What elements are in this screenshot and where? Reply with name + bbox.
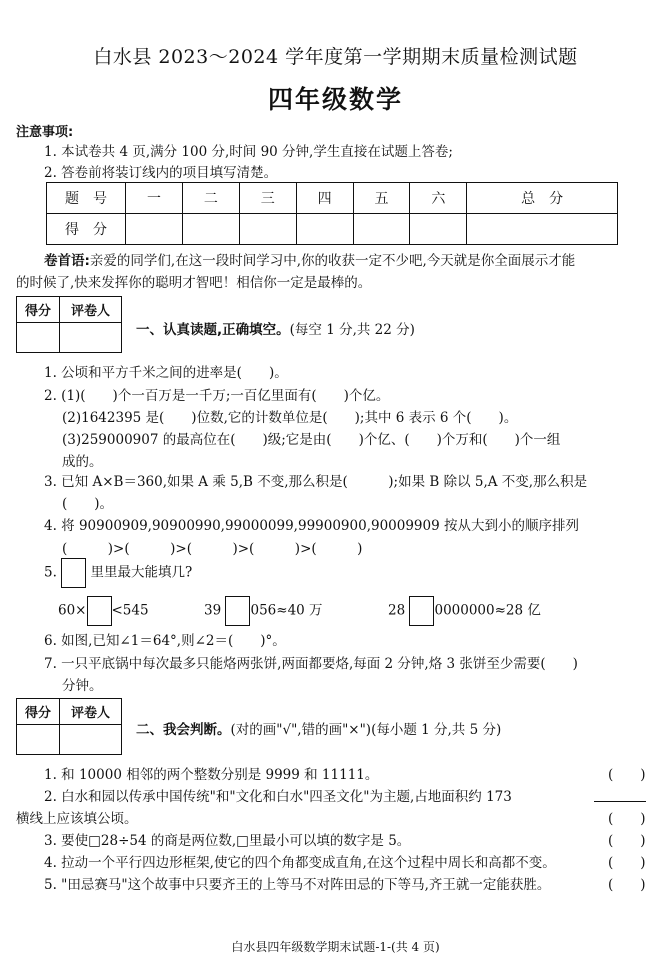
grader-score-cell[interactable] (17, 725, 60, 755)
score-header-cell: 二 (182, 183, 239, 214)
judge-item-3: 3. 要使□28÷54 的商是两位数,□里最小可以填的数字是 5。 (44, 833, 411, 849)
q5a-suffix: <545 (111, 602, 149, 619)
q5a-prefix: 60× (58, 602, 87, 619)
exam-subtitle: 四年级数学 (267, 85, 403, 114)
score-table (46, 182, 618, 245)
fill-blank-line[interactable] (594, 785, 646, 802)
section2-title (136, 718, 501, 738)
score-cell[interactable] (353, 214, 410, 245)
question-4-answer-line: ( )>( )>( )>( )>( ) (62, 541, 363, 557)
score-row-label: 得 分 (47, 214, 126, 245)
judge-item-2-cont: 横线上应该填公顷。 (16, 811, 138, 827)
question-2-2: (2)1642395 是( )位数,它的计数单位是( );其中 6 表示 6 个( )。 (62, 410, 518, 426)
answer-box[interactable] (61, 558, 86, 588)
notice-heading: 注意事项: (16, 125, 74, 140)
score-header-cell: 五 (353, 183, 410, 214)
answer-box[interactable] (87, 596, 112, 626)
grader-score-label: 得分 (17, 699, 60, 725)
score-cell[interactable] (467, 214, 618, 245)
blank-underline[interactable] (594, 785, 646, 802)
grader-box-1 (16, 296, 122, 353)
question-5-text: 里里最大能填几? (90, 564, 193, 581)
question-5a (58, 596, 149, 626)
section1-title (136, 318, 415, 338)
judge-item-5: 5. "田忌赛马"这个故事中只要齐王的上等马不对阵田忌的下等马,齐王就一定能获胜。 (44, 877, 551, 893)
q5b-suffix: 056≈40 万 (250, 602, 323, 619)
answer-box[interactable] (409, 596, 434, 626)
judge-item-2: 2. 白水和园以传承中国传统"和"文化和白水"四圣文化"为主题,占地面积约 173 (44, 789, 512, 805)
grader-name-cell[interactable] (60, 725, 122, 755)
preface-line-2: 的时候了,快来发挥你的聪明才智吧！相信你一定是最棒的。 (16, 275, 372, 291)
score-header-cell: 一 (126, 183, 183, 214)
question-5-number: 5. (44, 564, 57, 581)
question-2-1: 2. (1)( )个一百万是一千万;一百亿里面有( )个亿。 (44, 388, 390, 404)
question-2-3: (3)259000907 的最高位在( )级;它是由( )个亿、( )个万和( )个一组 (62, 432, 561, 448)
grader-name-label: 评卷人 (60, 699, 122, 725)
preface-line-1 (44, 249, 575, 269)
question-5 (44, 558, 192, 588)
grader-score-cell[interactable] (17, 323, 60, 353)
grader-name-cell[interactable] (60, 323, 122, 353)
q5c-prefix: 28 (388, 602, 406, 619)
section1-heading: 一、认真读题,正确填空。 (136, 322, 290, 338)
question-7: 7. 一只平底锅中每次最多只能烙两张饼,两面都要烙,每面 2 分钟,烙 3 张饼至少需要( ) (44, 656, 578, 672)
question-3: 3. 已知 A×B＝360,如果 A 乘 5,B 不变,那么积是( );如果 B 除以 5,A 不变,那么积是 (44, 474, 588, 490)
notice-item-1: 1. 本试卷共 4 页,满分 100 分,时间 90 分钟,学生直接在试题上答卷; (44, 144, 453, 160)
grader-box-2 (16, 698, 122, 755)
notice-item-2: 2. 答卷前将装订线内的项目填写清楚。 (44, 165, 278, 181)
judge-mark-5[interactable]: ( ) (608, 877, 646, 893)
question-2-3-cont: 成的。 (62, 454, 103, 470)
preface-label: 卷首语: (44, 253, 90, 269)
score-cell[interactable] (296, 214, 353, 245)
exam-title: 白水县 2023～2024 学年度第一学期期末质量检测试题 (93, 46, 578, 68)
question-5c (388, 596, 541, 626)
question-4: 4. 将 90900909,90900990,99000099,99900900,90009909 按从大到小的顺序排列 (44, 518, 579, 534)
score-header-cell: 六 (410, 183, 467, 214)
q5b-prefix: 39 (204, 602, 222, 619)
judge-item-1: 1. 和 10000 相邻的两个整数分别是 9999 和 11111。 (44, 767, 379, 783)
preface-text: 亲爱的同学们,在这一段时间学习中,你的收获一定不少吧,今天就是你全面展示才能 (89, 253, 576, 269)
score-cell[interactable] (126, 214, 183, 245)
score-cell[interactable] (410, 214, 467, 245)
question-1: 1. 公顷和平方千米之间的进率是( )。 (44, 365, 288, 381)
page-footer: 白水县四年级数学期末试题-1-(共 4 页) (231, 940, 440, 954)
q5c-suffix: 0000000≈28 亿 (434, 602, 541, 619)
score-cell[interactable] (239, 214, 296, 245)
judge-mark-2[interactable]: ( ) (608, 811, 646, 827)
question-3-cont: ( )。 (62, 496, 114, 512)
judge-mark-4[interactable]: ( ) (608, 855, 646, 871)
question-5b (204, 596, 323, 626)
section2-heading: 二、我会判断。 (136, 722, 231, 738)
score-header-cell: 四 (296, 183, 353, 214)
answer-box[interactable] (225, 596, 250, 626)
score-header-cell: 三 (239, 183, 296, 214)
grader-name-label: 评卷人 (60, 297, 122, 323)
question-7-cont: 分钟。 (62, 678, 103, 694)
score-cell[interactable] (182, 214, 239, 245)
judge-mark-3[interactable]: ( ) (608, 833, 646, 849)
score-header-cell: 题 号 (47, 183, 126, 214)
judge-item-4: 4. 拉动一个平行四边形框架,使它的四个角都变成直角,在这个过程中周长和高都不变。 (44, 855, 556, 871)
question-6: 6. 如图,已知∠1＝64°,则∠2＝( )°。 (44, 633, 286, 649)
section2-note: (对的画"√",错的画"×")(每小题 1 分,共 5 分) (230, 722, 502, 738)
section1-note: (每空 1 分,共 22 分) (289, 322, 415, 338)
grader-score-label: 得分 (17, 297, 60, 323)
score-header-cell: 总 分 (467, 183, 618, 214)
judge-mark-1[interactable]: ( ) (608, 767, 646, 783)
